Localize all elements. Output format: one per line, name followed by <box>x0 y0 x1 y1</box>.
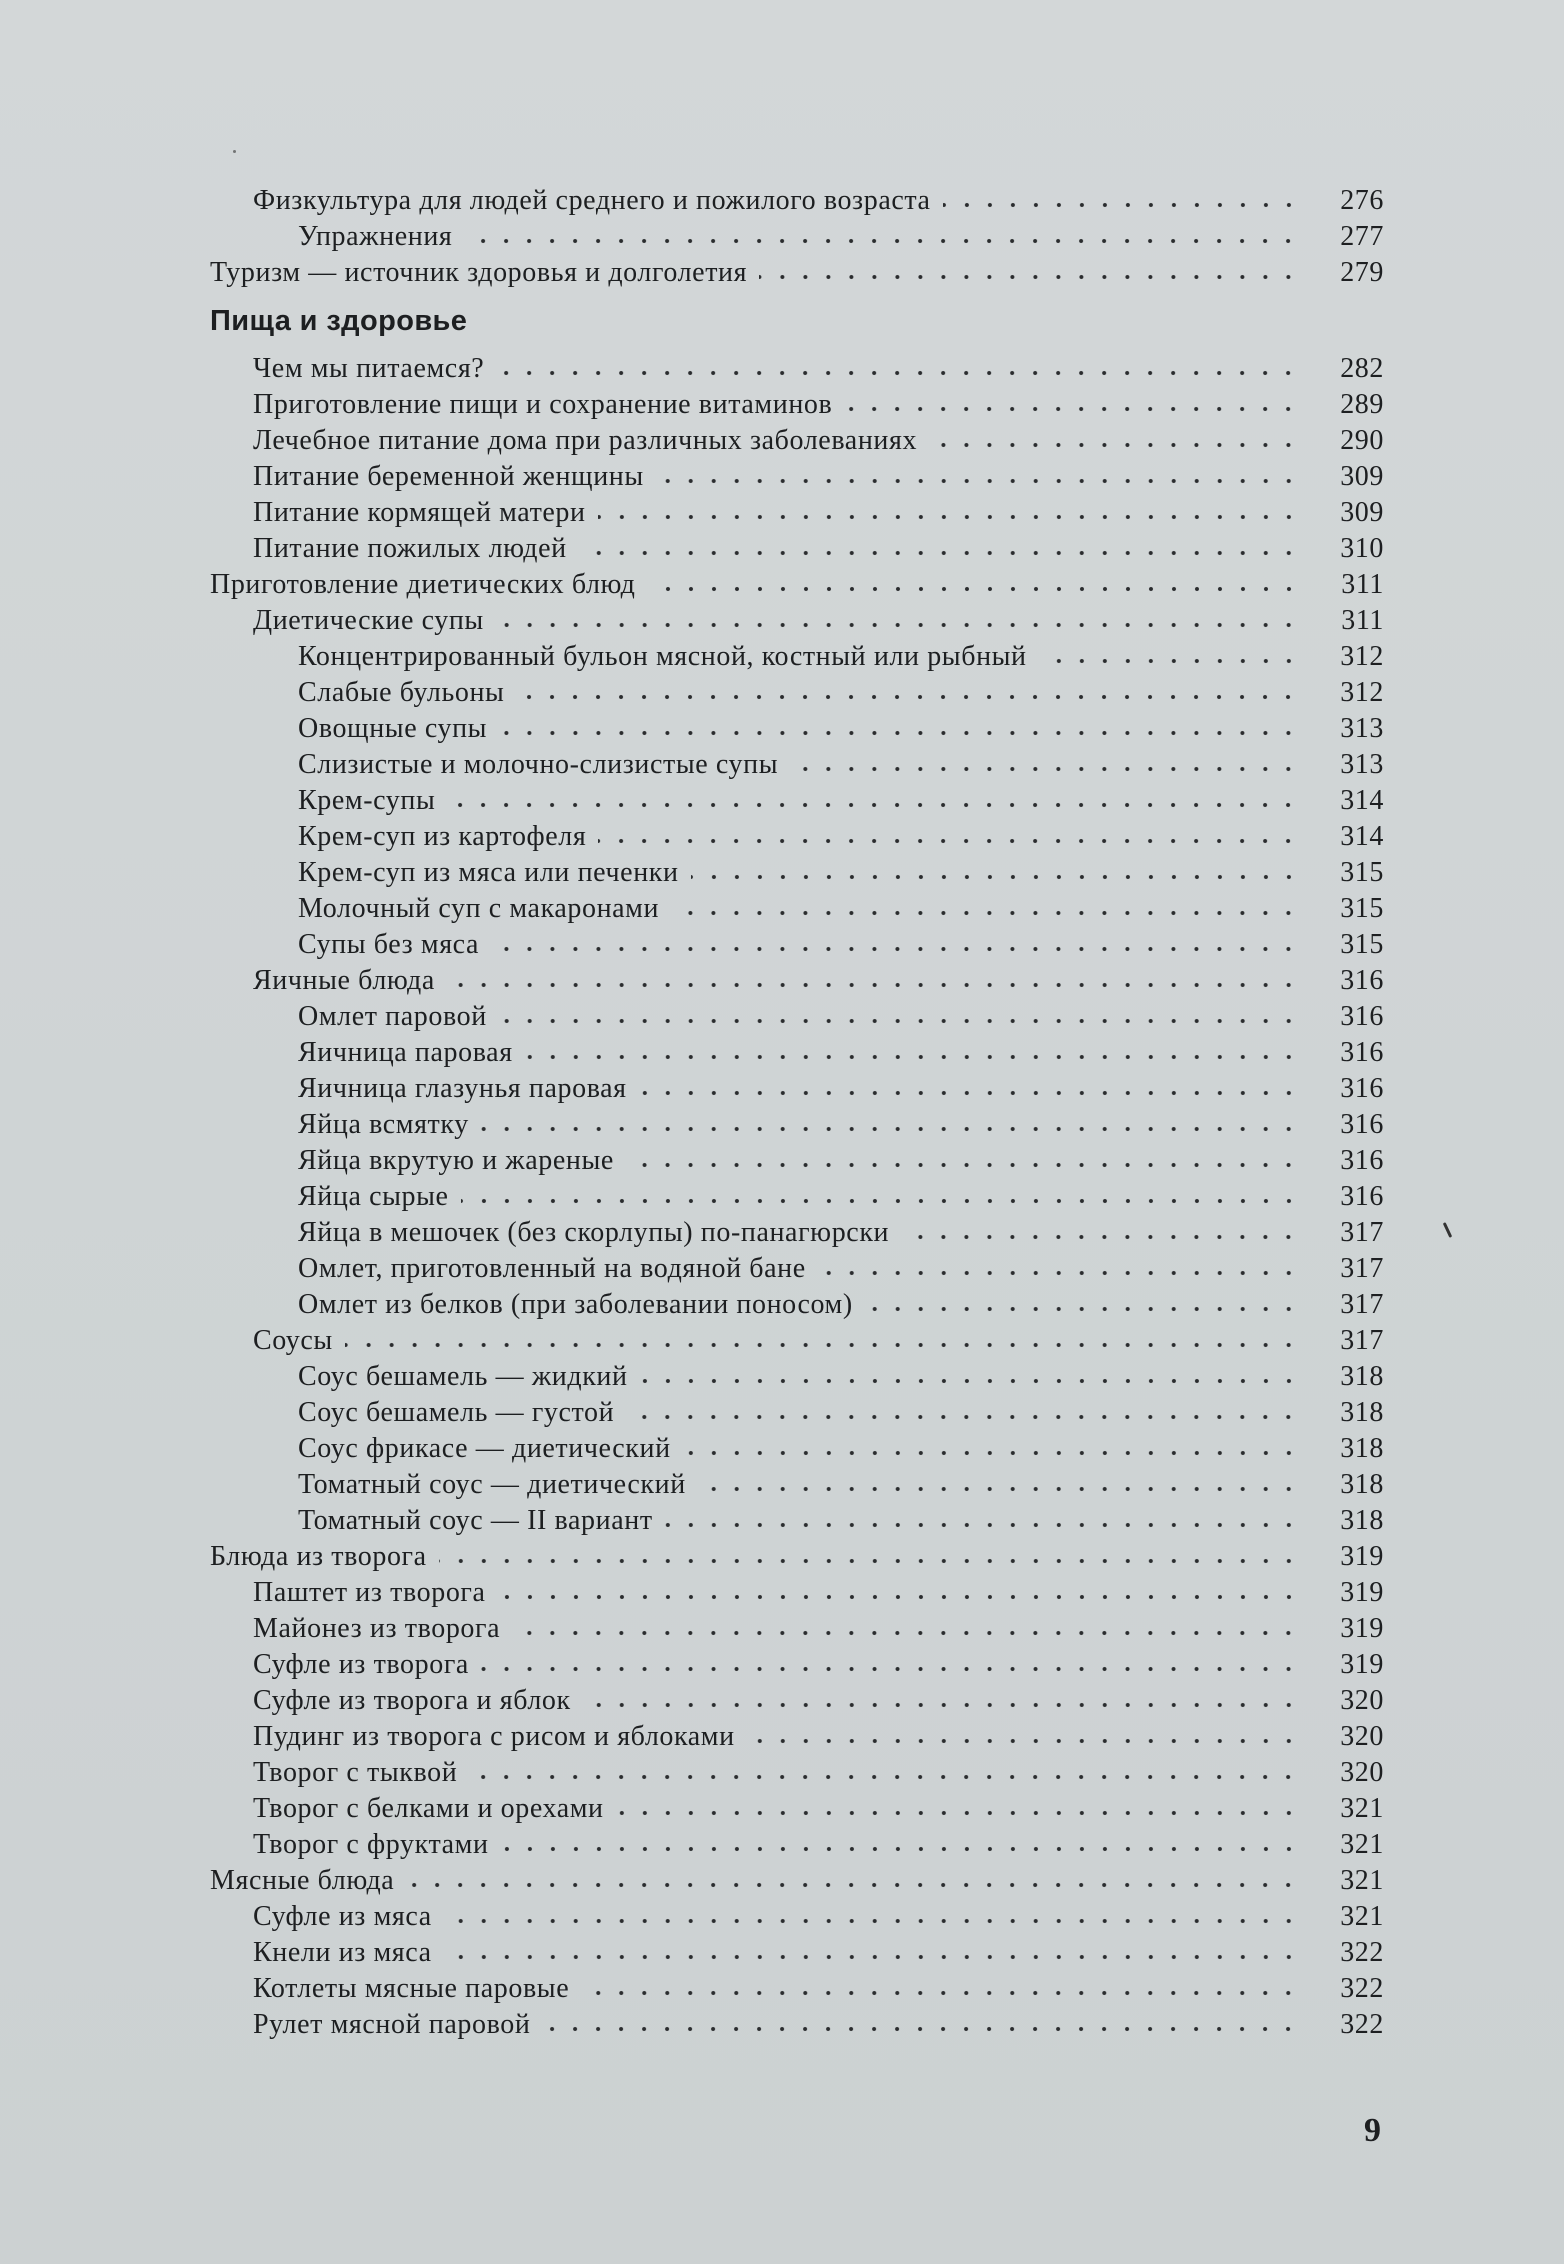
toc-entry-page: 317 <box>1340 1289 1384 1320</box>
toc-entry-page: 279 <box>1340 257 1384 288</box>
dot-leader <box>447 783 1300 819</box>
toc-entry <box>0 351 1564 387</box>
dot-leader <box>901 1215 1300 1251</box>
toc-entry-page: 315 <box>1340 893 1384 924</box>
toc-entry-title: Майонез из творога <box>253 1613 501 1644</box>
toc-entry-page: 309 <box>1340 461 1384 492</box>
toc-entry-title: Суфле из мяса <box>253 1901 432 1932</box>
toc-entry-title: Омлет из белков (при заболевании поносом) <box>298 1289 853 1320</box>
toc-group-before <box>0 183 1564 291</box>
dot-leader <box>491 927 1300 963</box>
dot-leader <box>444 1935 1300 1971</box>
dot-leader <box>406 1863 1300 1899</box>
toc-entry <box>0 1359 1564 1395</box>
print-speck <box>233 150 236 153</box>
toc-entry-page: 290 <box>1340 425 1384 456</box>
toc-entry-title: Суфле из творога <box>253 1649 469 1680</box>
toc-entry <box>0 1287 1564 1323</box>
toc-entry <box>0 1431 1564 1467</box>
toc-entry-title: Блюда из творога <box>210 1541 427 1572</box>
toc-entry-page: 322 <box>1340 2009 1384 2040</box>
toc-entry <box>0 891 1564 927</box>
dot-leader <box>698 1467 1300 1503</box>
dot-leader <box>616 1791 1300 1827</box>
toc-entry-page: 322 <box>1340 1973 1384 2004</box>
dot-leader <box>665 1503 1300 1539</box>
dot-leader <box>865 1287 1300 1323</box>
toc-entry-page: 313 <box>1340 749 1384 780</box>
dot-leader <box>496 351 1300 387</box>
toc-entry <box>0 1647 1564 1683</box>
toc-entry-page: 276 <box>1340 185 1384 216</box>
toc-entry-page: 319 <box>1340 1541 1384 1572</box>
toc-entry-page: 317 <box>1340 1325 1384 1356</box>
dot-leader <box>598 819 1300 855</box>
toc-entry-title: Питание пожилых людей <box>253 533 567 564</box>
toc-entry-title: Крем-суп из мяса или печенки <box>298 857 679 888</box>
toc-entry-page: 321 <box>1340 1901 1384 1932</box>
toc-entry-page: 313 <box>1340 713 1384 744</box>
dot-leader <box>496 603 1300 639</box>
toc-entry <box>0 963 1564 999</box>
dot-leader <box>498 1575 1300 1611</box>
toc-entry-title: Приготовление пищи и сохранение витаминов <box>253 389 833 420</box>
toc-entry <box>0 1467 1564 1503</box>
dot-leader <box>790 747 1300 783</box>
table-of-contents <box>0 183 1564 2043</box>
dot-leader <box>656 459 1300 495</box>
dot-leader <box>464 219 1300 255</box>
toc-entry-title: Паштет из творога <box>253 1577 486 1608</box>
section-heading-text: Пища и здоровье <box>210 304 468 337</box>
toc-entry <box>0 1827 1564 1863</box>
dot-leader <box>461 1179 1300 1215</box>
dot-leader <box>943 183 1300 219</box>
dot-leader <box>929 423 1300 459</box>
toc-entry-page: 311 <box>1341 569 1384 600</box>
toc-entry <box>0 567 1564 603</box>
toc-entry <box>0 855 1564 891</box>
toc-entry-title: Яичница глазунья паровая <box>298 1073 627 1104</box>
toc-entry <box>0 495 1564 531</box>
toc-entry-page: 318 <box>1340 1433 1384 1464</box>
toc-entry-page: 312 <box>1340 641 1384 672</box>
toc-entry-title: Овощные супы <box>298 713 488 744</box>
toc-entry-title: Творог с фруктами <box>253 1829 489 1860</box>
toc-entry-title: Концентрированный бульон мясной, костный или рыбный <box>298 641 1027 672</box>
dot-leader <box>501 1827 1300 1863</box>
toc-entry-title: Диетические супы <box>253 605 484 636</box>
toc-entry-title: Яйца сырые <box>298 1181 449 1212</box>
toc-entry <box>0 999 1564 1035</box>
toc-entry-title: Лечебное питание дома при различных заболеваниях <box>253 425 918 456</box>
dot-leader <box>481 1647 1300 1683</box>
toc-entry-title: Супы без мяса <box>298 929 480 960</box>
toc-entry <box>0 459 1564 495</box>
toc-entry-title: Кнели из мяса <box>253 1937 432 1968</box>
toc-entry <box>0 1791 1564 1827</box>
dot-leader <box>444 1899 1300 1935</box>
toc-entry-page: 310 <box>1340 533 1384 564</box>
dot-leader <box>469 1755 1300 1791</box>
dot-leader <box>1039 639 1300 675</box>
dot-leader <box>516 675 1300 711</box>
toc-entry <box>0 1719 1564 1755</box>
toc-entry-page: 321 <box>1340 1829 1384 1860</box>
toc-entry <box>0 1071 1564 1107</box>
toc-entry-title: Слабые бульоны <box>298 677 505 708</box>
dot-leader <box>525 1035 1300 1071</box>
dot-leader <box>671 891 1300 927</box>
toc-entry-page: 317 <box>1340 1253 1384 1284</box>
toc-entry-title: Яичница паровая <box>298 1037 513 1068</box>
toc-entry-page: 318 <box>1340 1505 1384 1536</box>
toc-entry <box>0 1503 1564 1539</box>
toc-entry-page: 277 <box>1340 221 1384 252</box>
toc-entry-page: 316 <box>1340 965 1384 996</box>
toc-entry <box>0 927 1564 963</box>
toc-entry-page: 289 <box>1340 389 1384 420</box>
dot-leader <box>759 255 1300 291</box>
toc-entry <box>0 531 1564 567</box>
dot-leader <box>579 531 1300 567</box>
toc-entry <box>0 603 1564 639</box>
dot-leader <box>626 1395 1300 1431</box>
toc-entry-title: Яичные блюда <box>253 965 435 996</box>
toc-entry <box>0 1107 1564 1143</box>
toc-entry-title: Слизистые и молочно-слизистые супы <box>298 749 779 780</box>
toc-entry-page: 316 <box>1340 1073 1384 1104</box>
toc-entry <box>0 255 1564 291</box>
toc-entry-title: Молочный суп с макаронами <box>298 893 660 924</box>
toc-entry-page: 315 <box>1340 857 1384 888</box>
toc-entry <box>0 183 1564 219</box>
toc-entry-page: 282 <box>1340 353 1384 384</box>
dot-leader <box>818 1251 1300 1287</box>
toc-entry-title: Томатный соус — II вариант <box>298 1505 653 1536</box>
toc-entry-title: Соус бешамель — густой <box>298 1397 615 1428</box>
toc-entry-page: 311 <box>1341 605 1384 636</box>
toc-entry-page: 322 <box>1340 1937 1384 1968</box>
toc-entry-title: Туризм — источник здоровья и долголетия <box>210 257 748 288</box>
toc-entry <box>0 423 1564 459</box>
toc-entry <box>0 1215 1564 1251</box>
toc-entry-title: Соусы <box>253 1325 333 1356</box>
toc-entry-page: 315 <box>1340 929 1384 960</box>
dot-leader <box>499 999 1300 1035</box>
toc-entry-title: Томатный соус — диетический <box>298 1469 686 1500</box>
toc-entry <box>0 1395 1564 1431</box>
toc-entry-title: Яйца в мешочек (без скорлупы) по-панагюрски <box>298 1217 890 1248</box>
section-heading <box>0 291 1564 351</box>
dot-leader <box>447 963 1300 999</box>
toc-entry <box>0 1179 1564 1215</box>
toc-entry <box>0 387 1564 423</box>
toc-entry-page: 318 <box>1340 1361 1384 1392</box>
dot-leader <box>844 387 1300 423</box>
toc-entry-title: Питание беременной женщины <box>253 461 644 492</box>
toc-entry-title: Крем-суп из картофеля <box>298 821 587 852</box>
toc-entry <box>0 1683 1564 1719</box>
toc-entry-title: Чем мы питаемся? <box>253 353 485 384</box>
toc-entry-page: 314 <box>1340 821 1384 852</box>
dot-leader <box>512 1611 1300 1647</box>
toc-entry <box>0 711 1564 747</box>
toc-entry <box>0 1035 1564 1071</box>
toc-entry-page: 312 <box>1340 677 1384 708</box>
toc-entry <box>0 675 1564 711</box>
toc-group-after <box>0 351 1564 2043</box>
toc-entry-page: 316 <box>1340 1037 1384 1068</box>
toc-entry <box>0 783 1564 819</box>
dot-leader <box>640 1359 1300 1395</box>
toc-entry-title: Физкультура для людей среднего и пожилого возраста <box>253 185 931 216</box>
toc-entry <box>0 639 1564 675</box>
toc-entry-title: Крем-супы <box>298 785 436 816</box>
toc-entry-page: 316 <box>1340 1109 1384 1140</box>
page-number: 9 <box>1364 2112 1381 2149</box>
toc-entry-page: 319 <box>1340 1649 1384 1680</box>
dot-leader <box>581 1971 1300 2007</box>
dot-leader <box>648 567 1300 603</box>
toc-entry-title: Творог с белками и орехами <box>253 1793 604 1824</box>
toc-entry <box>0 1971 1564 2007</box>
dot-leader <box>542 2007 1300 2043</box>
toc-entry-title: Котлеты мясные паровые <box>253 1973 570 2004</box>
toc-entry-page: 321 <box>1340 1793 1384 1824</box>
toc-entry-title: Упражнения <box>298 221 453 252</box>
toc-entry-title: Яйца вкрутую и жареные <box>298 1145 614 1176</box>
toc-entry-page: 318 <box>1340 1469 1384 1500</box>
toc-entry <box>0 747 1564 783</box>
dot-leader <box>683 1431 1300 1467</box>
toc-entry <box>0 1575 1564 1611</box>
dot-leader <box>583 1683 1300 1719</box>
toc-entry-title: Омлет, приготовленный на водяной бане <box>298 1253 806 1284</box>
dot-leader <box>439 1539 1300 1575</box>
toc-entry-page: 320 <box>1340 1685 1384 1716</box>
toc-entry <box>0 1899 1564 1935</box>
toc-entry-page: 321 <box>1340 1865 1384 1896</box>
toc-entry <box>0 1323 1564 1359</box>
dot-leader <box>345 1323 1300 1359</box>
toc-entry <box>0 819 1564 855</box>
toc-entry-page: 309 <box>1340 497 1384 528</box>
toc-entry-page: 314 <box>1340 785 1384 816</box>
toc-entry <box>0 1863 1564 1899</box>
toc-entry-page: 316 <box>1340 1145 1384 1176</box>
toc-entry-title: Яйца всмятку <box>298 1109 469 1140</box>
toc-entry-page: 320 <box>1340 1721 1384 1752</box>
toc-entry-title: Суфле из творога и яблок <box>253 1685 571 1716</box>
toc-entry-page: 319 <box>1340 1577 1384 1608</box>
toc-entry <box>0 1539 1564 1575</box>
toc-entry-page: 319 <box>1340 1613 1384 1644</box>
toc-entry-page: 317 <box>1340 1217 1384 1248</box>
dot-leader <box>639 1071 1300 1107</box>
toc-entry <box>0 219 1564 255</box>
dot-leader <box>598 495 1300 531</box>
toc-entry <box>0 1611 1564 1647</box>
toc-entry <box>0 1755 1564 1791</box>
toc-entry-page: 316 <box>1340 1181 1384 1212</box>
toc-entry <box>0 1251 1564 1287</box>
toc-entry-title: Пудинг из творога с рисом и яблоками <box>253 1721 735 1752</box>
toc-entry-title: Питание кормящей матери <box>253 497 586 528</box>
toc-entry-title: Соус фрикасе — диетический <box>298 1433 671 1464</box>
toc-entry <box>0 1143 1564 1179</box>
toc-entry-page: 316 <box>1340 1001 1384 1032</box>
dot-leader <box>481 1107 1300 1143</box>
toc-entry-title: Мясные блюда <box>210 1865 395 1896</box>
toc-entry <box>0 1935 1564 1971</box>
toc-entry-title: Рулет мясной паровой <box>253 2009 531 2040</box>
toc-entry-title: Творог с тыквой <box>253 1757 458 1788</box>
dot-leader <box>747 1719 1300 1755</box>
dot-leader <box>499 711 1300 747</box>
toc-entry-page: 318 <box>1340 1397 1384 1428</box>
toc-entry <box>0 2007 1564 2043</box>
toc-entry-page: 320 <box>1340 1757 1384 1788</box>
dot-leader <box>691 855 1300 891</box>
toc-entry-title: Соус бешамель — жидкий <box>298 1361 628 1392</box>
dot-leader <box>626 1143 1300 1179</box>
toc-entry-title: Омлет паровой <box>298 1001 487 1032</box>
toc-entry-title: Приготовление диетических блюд <box>210 569 636 600</box>
